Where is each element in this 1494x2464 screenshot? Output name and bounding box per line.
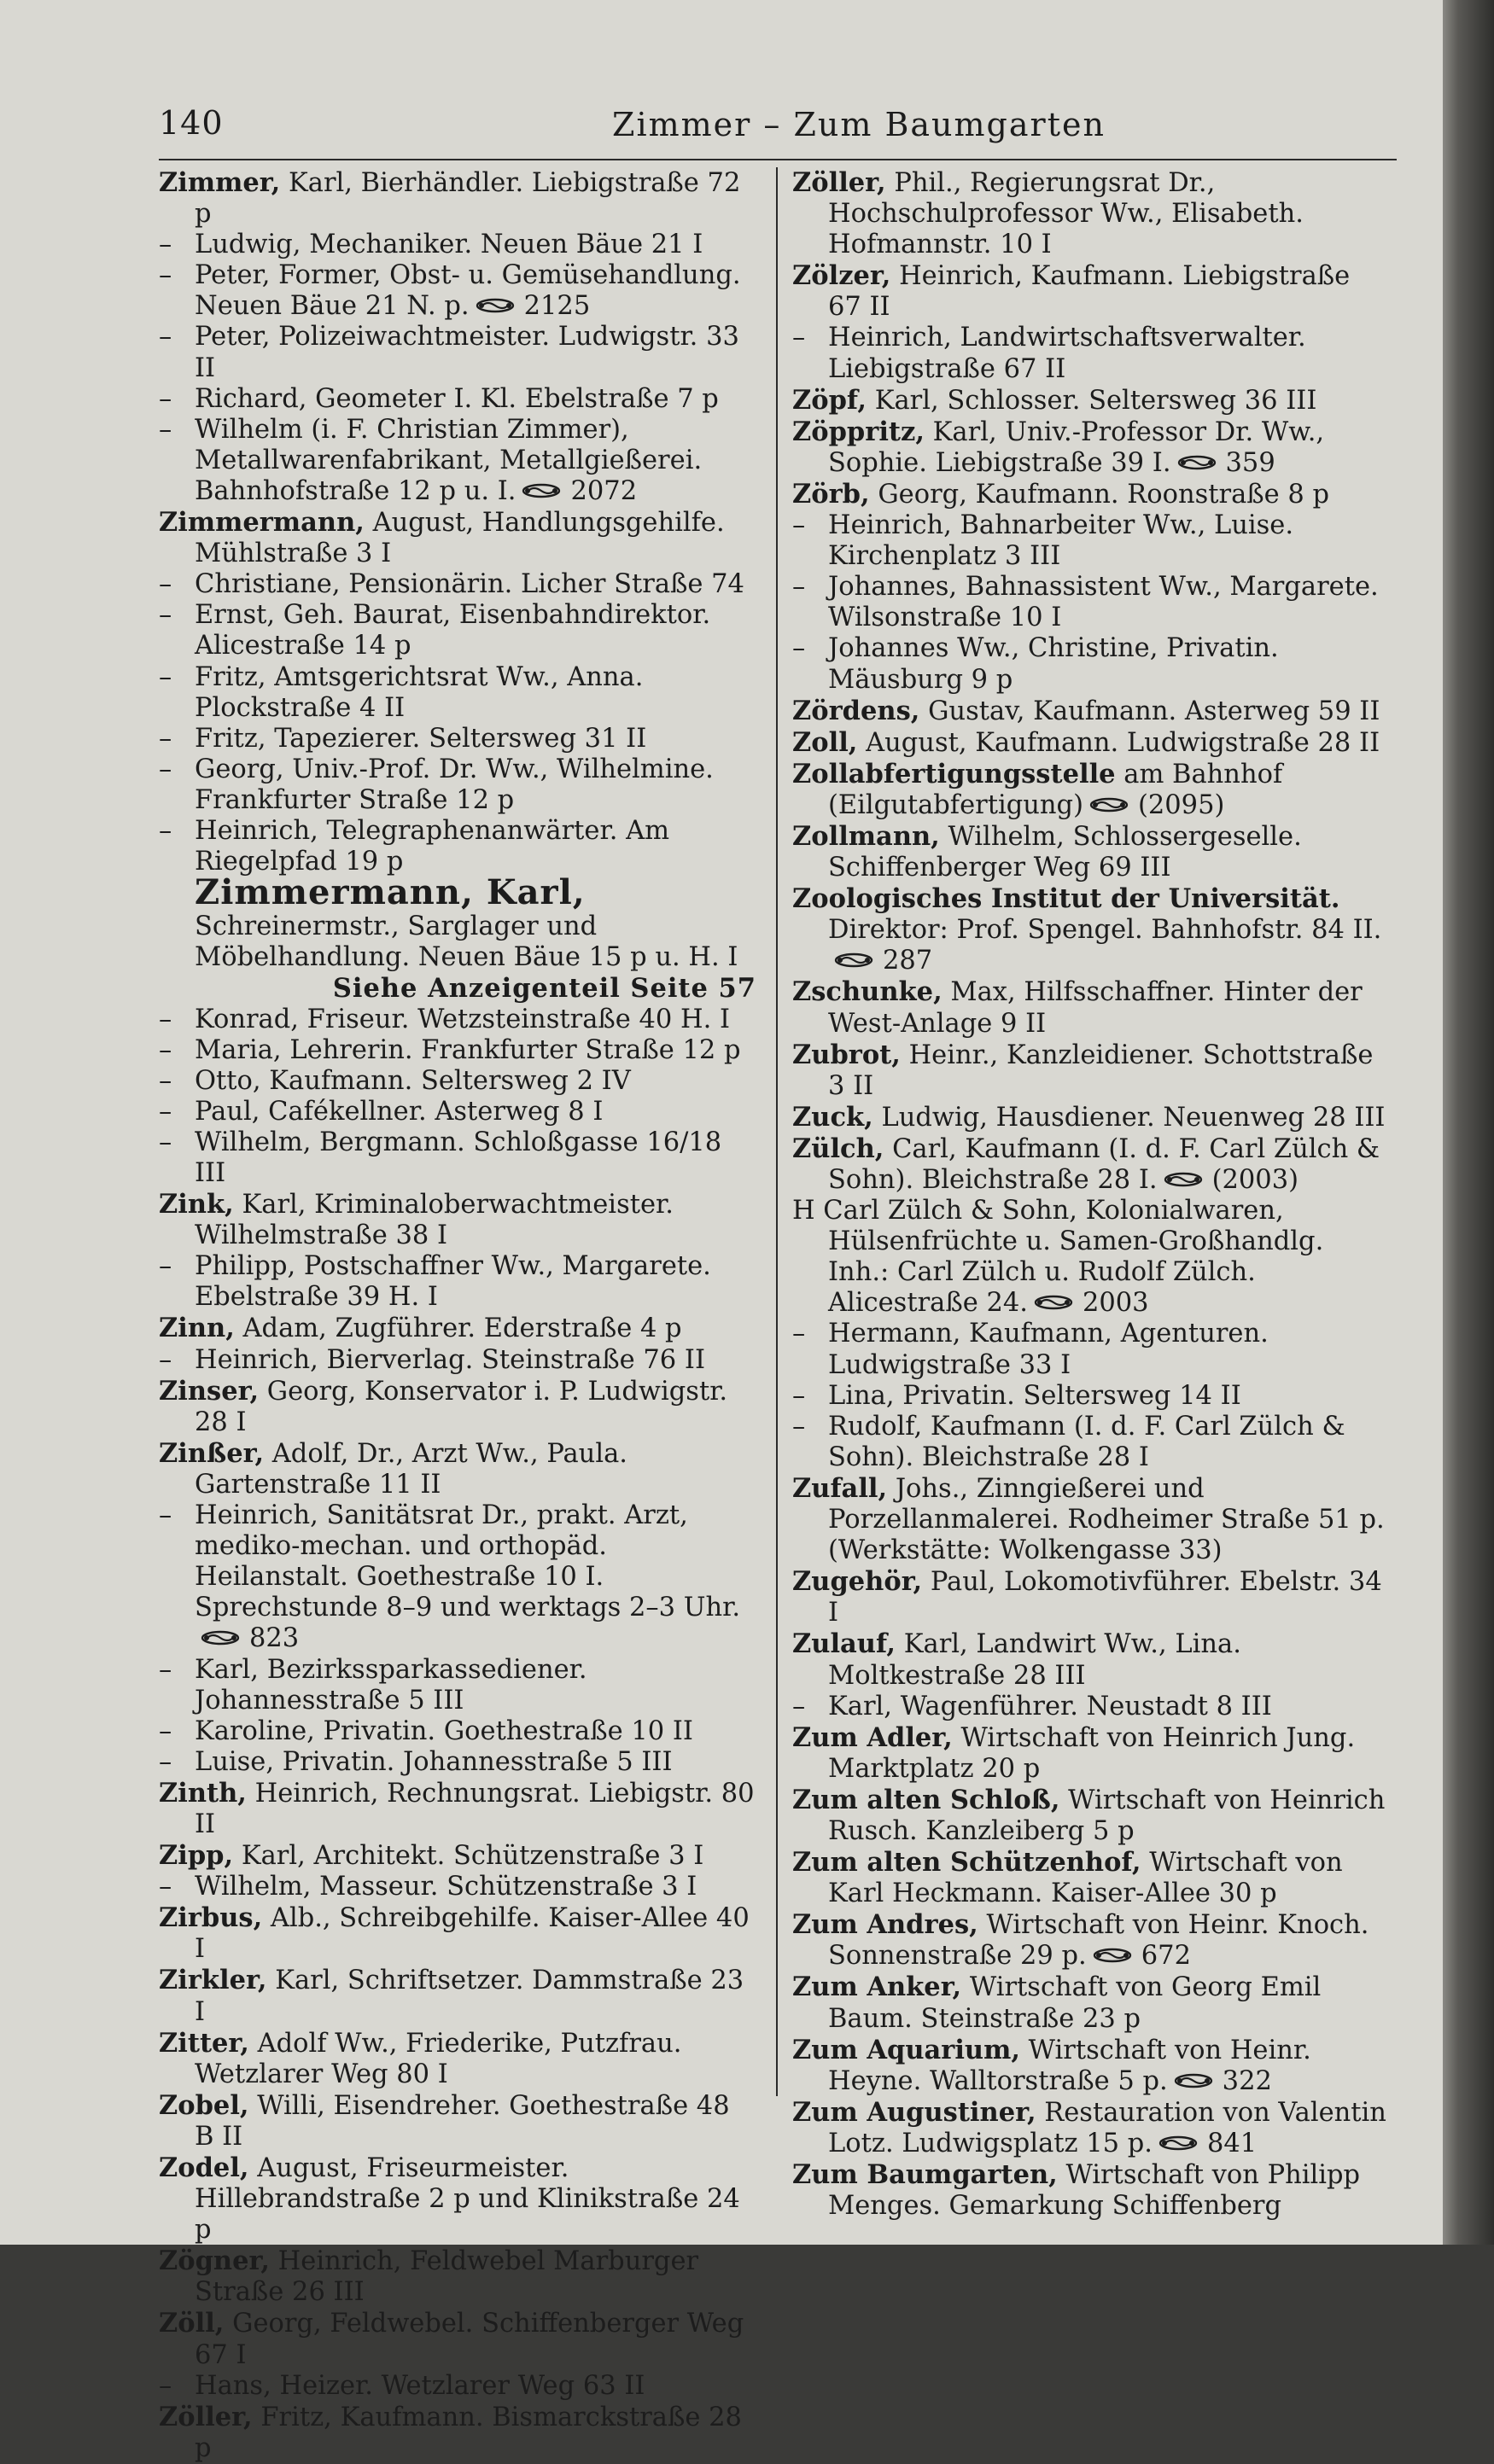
telephone-icon <box>1033 1294 1074 1311</box>
entry-text: Heinrich, Landwirtschaftsverwalter. Liebigstraße 67 II <box>828 323 1306 384</box>
directory-entry <box>792 976 1390 1039</box>
entry-text: Christiane, Pensionärin. Licher Straße 74 <box>195 569 744 600</box>
entry-text: Hans, Heizer. Wetzlarer Weg 63 II <box>195 2370 645 2401</box>
directory-entry <box>792 1102 1390 1133</box>
entry-name: Zum Andres, <box>792 1909 978 1941</box>
entry-name: Zugehör, <box>792 1566 923 1598</box>
entry-dash: – <box>159 815 172 846</box>
directory-entry <box>159 2152 756 2246</box>
entry-dash: – <box>159 383 172 414</box>
entry-text: Wirtschaft von Heinr. Knoch. Sonnenstraße 29 p. <box>828 1910 1369 1972</box>
entry-name: Zinßer, <box>159 1437 265 1469</box>
entry-name: Zimmer, <box>159 167 281 198</box>
entry-name: Zum Anker, <box>792 1972 962 2003</box>
directory-entry <box>159 2090 756 2152</box>
directory-entry <box>792 2097 1390 2159</box>
entry-text: Georg, Univ.-Prof. Dr. Ww., Wilhelmine. Frankfurter Straße 12 p <box>195 754 714 815</box>
entry-text: Georg, Konservator i. P. Ludwigstr. 28 I <box>195 1376 728 1437</box>
entry-text: Lina, Privatin. Seltersweg 14 II <box>828 1380 1241 1411</box>
telephone-icon <box>521 482 562 499</box>
entry-dash: – <box>792 1319 806 1349</box>
entry-name: Zirkler, <box>159 1965 267 1996</box>
directory-entry <box>792 759 1390 821</box>
telephone-icon <box>1088 796 1129 813</box>
column-divider <box>776 167 778 2096</box>
entry-dash: – <box>792 1411 806 1442</box>
entry-name: Zinn, <box>159 1313 235 1344</box>
entry-text: Maria, Lehrerin. Frankfurter Straße 12 p <box>195 1034 741 1065</box>
entry-text: Phil., Regierungsrat Dr., Hochschulprofessor Ww., Elisabeth. Hofmannstr. 10 I <box>828 168 1304 260</box>
entry-name: Zschunke, <box>792 976 943 1008</box>
entry-text: Karl, Bezirkssparkassediener. Johannesstraße 5 III <box>195 1654 587 1715</box>
phone-number: (2003) <box>1211 1165 1298 1195</box>
directory-entry <box>159 1965 756 2027</box>
entry-text: Karl, Schriftsetzer. Dammstraße 23 I <box>195 1966 744 2027</box>
phone-number: 2072 <box>570 475 638 506</box>
phone-number: (2095) <box>1137 789 1225 820</box>
entry-text: Fritz, Tapezierer. Seltersweg 31 II <box>195 723 647 754</box>
directory-entry <box>159 2371 756 2402</box>
directory-entry <box>159 1251 756 1313</box>
directory-entry <box>159 1438 756 1500</box>
entry-text: Gustav, Kaufmann. Asterweg 59 II <box>919 696 1380 726</box>
entry-dash: – <box>159 1746 172 1777</box>
entry-text: Karoline, Privatin. Goethestraße 10 II <box>195 1715 693 1746</box>
entry-text: Heinrich, Kaufmann. Liebigstraße 67 II <box>828 261 1351 323</box>
directory-entry <box>159 1066 756 1097</box>
entry-dash: – <box>792 510 806 541</box>
directory-entry <box>159 2308 756 2370</box>
directory-entry <box>159 260 756 322</box>
directory-entry <box>159 754 756 816</box>
directory-entry <box>159 1747 756 1778</box>
directory-entry <box>792 416 1390 479</box>
entry-name: Zollabfertigungsstelle <box>792 758 1116 789</box>
entry-text: Karl, Architekt. Schützenstraße 3 I <box>233 1841 704 1872</box>
directory-entry <box>792 167 1390 260</box>
entry-name: Zöller, <box>792 167 886 198</box>
phone-number: 2003 <box>1082 1288 1149 1319</box>
entry-text: Alb., Schreibgehilfe. Kaiser-Allee 40 I <box>195 1903 750 1965</box>
entry-text: Richard, Geometer I. Kl. Ebelstraße 7 p <box>195 383 719 414</box>
directory-entry <box>792 1473 1390 1566</box>
telephone-icon <box>1163 1171 1204 1188</box>
directory-entry <box>792 1196 1390 1319</box>
phone-number: 841 <box>1207 2128 1258 2158</box>
directory-entry <box>792 1692 1390 1722</box>
entry-text: Wilhelm, Schlossergeselle. Schiffenberger Weg 69 III <box>828 821 1302 883</box>
entry-text: Direktor: Prof. Spengel. Bahnhofstr. 84 II. <box>828 915 1382 946</box>
entry-text: Karl, Wagenführer. Neustadt 8 III <box>828 1691 1272 1721</box>
directory-entry <box>159 2246 756 2308</box>
entry-text: August, Kaufmann. Ludwigstraße 28 II <box>857 727 1380 758</box>
directory-entry <box>159 816 756 877</box>
entry-text: Wirtschaft von Philipp Menges. Gemarkung Schiffenberg <box>828 2160 1361 2222</box>
directory-entry <box>792 1722 1390 1785</box>
entry-dash: – <box>792 1380 806 1411</box>
entry-dash: – <box>159 661 172 692</box>
entry-text: Karl, Schlosser. Seltersweg 36 III <box>867 385 1317 416</box>
entry-dash: – <box>159 1872 172 1902</box>
entry-name: Zum Augustiner, <box>792 2096 1036 2128</box>
entry-name: Zöppritz, <box>792 416 925 447</box>
directory-entry <box>159 662 756 724</box>
entry-text: Heinrich, Sanitätsrat Dr., prakt. Arzt, mediko-mechan. und orthopäd. Heilanstalt. Goethestraße 10 I. Sprechstunde 8–9 und werktags 2–3 Uhr. <box>195 1500 741 1623</box>
entry-name: Zum Baumgarten, <box>792 2159 1058 2190</box>
entry-dash: – <box>792 323 806 353</box>
directory-entry <box>159 1005 756 1035</box>
directory-entry <box>159 1655 756 1716</box>
right-column <box>792 167 1390 2222</box>
telephone-icon <box>1158 2135 1199 2152</box>
entry-text: Johannes Ww., Christine, Privatin. Mäusburg 9 p <box>828 633 1279 695</box>
directory-entry <box>159 600 756 661</box>
entry-text: Restauration von Valentin Lotz. Ludwigsplatz 15 p. <box>828 2097 1386 2158</box>
ad-name: Zimmermann, Karl, <box>195 872 586 913</box>
entry-text: Peter, Polizeiwachtmeister. Ludwigstr. 33 II <box>195 322 739 383</box>
entry-text: Karl, Bierhändler. Liebigstraße 72 p <box>195 168 741 230</box>
entry-name: Zuck, <box>792 1101 873 1133</box>
entry-text: Heinrich, Rechnungsrat. Liebigstr. 80 II <box>195 1778 755 1839</box>
entry-dash: – <box>159 754 172 784</box>
entry-name: Zulauf, <box>792 1628 896 1660</box>
left-entries-bottom <box>159 1005 756 2464</box>
directory-entry <box>792 1628 1390 1691</box>
entry-text: Heinrich, Feldwebel Marburger Straße 26 III <box>195 2246 699 2308</box>
entry-dash: – <box>159 230 172 260</box>
entry-name: Zoll, <box>792 726 858 758</box>
entry-text: Willi, Eisendreher. Goethestraße 48 B II <box>195 2090 730 2152</box>
entry-name: Zirbus, <box>159 1902 263 1934</box>
directory-entry <box>159 1376 756 1438</box>
entry-text: Luise, Privatin. Johannesstraße 5 III <box>195 1746 673 1777</box>
directory-entry <box>159 569 756 600</box>
entry-name: Zöller, <box>159 2401 253 2432</box>
entry-text: Ludwig, Mechaniker. Neuen Bäue 21 I <box>195 230 703 260</box>
entry-name: Zubrot, <box>792 1039 901 1070</box>
entry-text: August, Friseurmeister. Hillebrandstraße 2 p und Klinikstraße 24 p <box>195 2153 740 2246</box>
entry-text: Hermann, Kaufmann, Agenturen. Ludwigstraße 33 I <box>828 1319 1269 1380</box>
directory-entry <box>159 1189 756 1251</box>
directory-entry <box>792 1566 1390 1628</box>
entry-text: Karl, Landwirt Ww., Lina. Moltkestraße 28 III <box>828 1629 1241 1691</box>
left-entries-top <box>159 167 756 877</box>
entry-dash: – <box>792 572 806 603</box>
entry-dash: – <box>159 1096 172 1127</box>
directory-entry <box>159 1500 756 1654</box>
entry-dash: – <box>159 1500 172 1531</box>
directory-entry <box>792 479 1390 510</box>
entry-name: Zitter, <box>159 2027 249 2059</box>
entry-text: Philipp, Postschaffner Ww., Margarete. Ebelstraße 39 H. I <box>195 1251 711 1313</box>
entry-text: Wilhelm, Bergmann. Schloßgasse 16/18 III <box>195 1127 722 1188</box>
telephone-icon <box>833 952 874 969</box>
entry-name: Zülch, <box>792 1133 884 1164</box>
entry-text: Heinrich, Bahnarbeiter Ww., Luise. Kirchenplatz 3 III <box>828 510 1294 572</box>
entry-name: Zum alten Schloß, <box>792 1784 1060 1815</box>
entry-dash: – <box>159 322 172 352</box>
phone-number: 672 <box>1141 1941 1191 1972</box>
entry-dash: – <box>159 1715 172 1746</box>
entry-text: am Bahnhof (Eilgutabfertigung) <box>828 759 1283 820</box>
entry-text: Rudolf, Kaufmann (I. d. F. Carl Zülch & Sohn). Bleichstraße 28 I <box>828 1411 1345 1472</box>
entry-name: Zöll, <box>159 2308 225 2339</box>
directory-entry <box>792 572 1390 633</box>
entry-text: Adolf Ww., Friederike, Putzfrau. Wetzlarer Weg 80 I <box>195 2028 682 2089</box>
phone-number: 2125 <box>523 291 591 322</box>
directory-entry <box>792 633 1390 695</box>
entry-text: Heinrich, Telegraphenanwärter. Am Riegelpfad 19 p <box>195 815 670 877</box>
entry-text: Georg, Feldwebel. Schiffenberger Weg 67 I <box>195 2309 744 2370</box>
directory-entry <box>792 1972 1390 2034</box>
header-rule <box>159 159 1397 160</box>
phone-number: 287 <box>883 946 933 976</box>
entry-dash: – <box>792 1691 806 1721</box>
directory-entry <box>159 230 756 260</box>
entry-dash: – <box>159 1065 172 1096</box>
entry-name: Zögner, <box>159 2246 270 2277</box>
entry-dash: – <box>159 723 172 754</box>
entry-text: H Carl Zülch & Sohn, Kolonialwaren, Hülsenfrüchte u. Samen-Großhandlg. Inh.: Carl Zülch u. Rudolf Zülch. Alicestraße 24. <box>792 1196 1324 1319</box>
directory-entry <box>159 1716 756 1747</box>
directory-entry <box>159 1097 756 1127</box>
entry-text: Wirtschaft von Heinr. Heyne. Walltorstraße 5 p. <box>828 2035 1311 2096</box>
entry-dash: – <box>159 1251 172 1282</box>
entry-name: Zöpf, <box>792 384 867 416</box>
directory-entry <box>792 1785 1390 1847</box>
entry-text: Peter, Former, Obst- u. Gemüsehandlung. Neuen Bäue 21 N. p. <box>195 260 741 322</box>
entry-text: Carl, Kaufmann (I. d. F. Carl Zülch & Sohn). Bleichstraße 28 I. <box>828 1133 1380 1195</box>
entry-name: Zoologisches Institut der Universität. <box>792 883 1340 915</box>
phone-number: 823 <box>249 1623 300 1654</box>
entry-name: Zörb, <box>792 478 870 510</box>
entry-text: Johannes, Bahnassistent Ww., Margarete. Wilsonstraße 10 I <box>828 572 1379 633</box>
entry-text: Paul, Cafékellner. Asterweg 8 I <box>195 1096 604 1127</box>
page-header <box>159 101 1405 160</box>
phone-number: 322 <box>1222 2065 1272 2096</box>
right-entries <box>792 167 1390 2222</box>
entry-text: Paul, Lokomotivführer. Ebelstr. 34 I <box>828 1567 1382 1628</box>
entry-text: Wirtschaft von Heinrich Rusch. Kanzleiberg 5 p <box>828 1785 1386 1846</box>
entry-dash: – <box>159 1004 172 1034</box>
directory-entry <box>159 1778 756 1840</box>
directory-entry <box>159 1840 756 1872</box>
entry-name: Zördens, <box>792 695 920 726</box>
entry-text: Wilhelm, Masseur. Schützenstraße 3 I <box>195 1872 697 1902</box>
directory-entry <box>159 1345 756 1376</box>
entry-dash: – <box>159 1654 172 1685</box>
running-head: Zimmer – Zum Baumgarten <box>612 106 1106 143</box>
entry-name: Zölzer, <box>792 260 891 292</box>
entry-text: Karl, Univ.-Professor Dr. Ww., Sophie. Liebigstraße 39 I. <box>828 416 1325 478</box>
telephone-icon <box>1176 454 1217 471</box>
entry-text: Otto, Kaufmann. Seltersweg 2 IV <box>195 1065 631 1096</box>
entry-dash: – <box>159 414 172 445</box>
entry-text: Wirtschaft von Karl Heckmann. Kaiser-Allee 30 p <box>828 1848 1343 1909</box>
phone-number: 359 <box>1225 447 1275 478</box>
entry-dash: – <box>159 2370 172 2401</box>
telephone-icon <box>200 1629 241 1646</box>
telephone-icon <box>1092 1947 1133 1964</box>
directory-entry <box>792 385 1390 416</box>
directory-entry <box>792 2035 1390 2097</box>
entry-text: Wilhelm (i. F. Christian Zimmer), Metallwarenfabrikant, Metallgießerei. Bahnhofstraße 12 p u. I. <box>195 414 703 506</box>
entry-text: Heinrich, Bierverlag. Steinstraße 76 II <box>195 1344 705 1375</box>
directory-entry <box>792 821 1390 883</box>
entry-text: Heinr., Kanzleidiener. Schottstraße 3 II <box>828 1040 1374 1101</box>
telephone-icon <box>1173 2072 1214 2089</box>
directory-entry <box>792 727 1390 759</box>
ad-reference: Siehe Anzeigenteil Seite 57 <box>332 973 756 1005</box>
directory-entry <box>159 167 756 230</box>
entry-text: Wirtschaft von Georg Emil Baum. Steinstraße 23 p <box>828 1972 1322 2034</box>
advertisement-entry <box>159 872 756 1005</box>
directory-entry <box>792 1381 1390 1412</box>
entry-dash: – <box>159 600 172 631</box>
entry-text: Ludwig, Hausdiener. Neuenweg 28 III <box>872 1102 1386 1133</box>
entry-name: Zufall, <box>792 1472 888 1504</box>
ad-text: Schreinermstr., Sarglager und Möbelhandlung. Neuen Bäue 15 p u. H. I <box>195 912 738 973</box>
entry-name: Zobel, <box>159 2089 249 2121</box>
entry-text: Adam, Zugführer. Ederstraße 4 p <box>234 1314 682 1344</box>
entry-dash: – <box>159 1127 172 1157</box>
directory-entry <box>159 2028 756 2090</box>
directory-entry <box>159 2402 756 2464</box>
entry-text: Ernst, Geh. Baurat, Eisenbahndirektor. Alicestraße 14 p <box>195 600 711 661</box>
directory-entry <box>159 724 756 754</box>
entry-name: Zipp, <box>159 1840 234 1872</box>
page-number: 140 <box>159 104 224 142</box>
directory-entry <box>792 883 1390 976</box>
directory-entry <box>159 1313 756 1344</box>
entry-dash: – <box>159 260 172 291</box>
directory-entry <box>792 1133 1390 1196</box>
directory-entry <box>159 384 756 415</box>
entry-text: Konrad, Friseur. Wetzsteinstraße 40 H. I <box>195 1004 731 1034</box>
left-column <box>159 167 756 2464</box>
directory-entry <box>792 510 1390 572</box>
entry-text: Johs., Zinngießerei und Porzellanmalerei. Rodheimer Straße 51 p. (Werkstätte: Wolkengasse 33) <box>828 1473 1385 1566</box>
entry-text: Fritz, Kaufmann. Bismarckstraße 28 p <box>195 2402 742 2463</box>
directory-entry <box>792 2159 1390 2222</box>
page-edge-shadow <box>1443 0 1494 2245</box>
directory-entry <box>159 1035 756 1066</box>
directory-entry <box>159 415 756 507</box>
entry-text: Wirtschaft von Heinrich Jung. Marktplatz 20 p <box>828 1722 1356 1784</box>
directory-entry <box>159 1127 756 1189</box>
entry-name: Zinser, <box>159 1375 260 1407</box>
directory-entry <box>159 322 756 383</box>
entry-text: August, Handlungsgehilfe. Mühlstraße 3 I <box>195 508 725 569</box>
directory-entry <box>159 1872 756 1902</box>
entry-text: Georg, Kaufmann. Roonstraße 8 p <box>869 479 1330 510</box>
entry-dash: – <box>159 1034 172 1065</box>
entry-dash: – <box>159 1344 172 1375</box>
directory-entry <box>792 1040 1390 1102</box>
directory-entry <box>792 260 1390 323</box>
entry-name: Zum alten Schützenhof, <box>792 1847 1141 1879</box>
directory-entry <box>792 1319 1390 1380</box>
entry-text: Fritz, Amtsgerichtsrat Ww., Anna. Plockstraße 4 II <box>195 661 644 723</box>
directory-entry <box>792 696 1390 727</box>
entry-name: Zink, <box>159 1189 234 1220</box>
entry-dash: – <box>792 633 806 664</box>
entry-text: Adolf, Dr., Arzt Ww., Paula. Gartenstraße 11 II <box>195 1438 627 1500</box>
directory-entry <box>159 1902 756 1965</box>
entry-name: Zimmermann, <box>159 507 365 539</box>
directory-entry <box>792 1847 1390 1909</box>
entry-text: Karl, Kriminaloberwachtmeister. Wilhelmstraße 38 I <box>195 1190 674 1251</box>
entry-dash: – <box>159 569 172 600</box>
telephone-icon <box>475 297 516 314</box>
entry-name: Zum Aquarium, <box>792 2034 1020 2065</box>
directory-entry <box>792 323 1390 384</box>
entry-name: Zinth, <box>159 1777 247 1809</box>
entry-text: Max, Hilfsschaffner. Hinter der West-Anlage 9 II <box>828 977 1363 1039</box>
entry-name: Zum Adler, <box>792 1721 953 1753</box>
entry-name: Zodel, <box>159 2152 249 2183</box>
directory-entry <box>792 1412 1390 1473</box>
directory-entry <box>792 1909 1390 1972</box>
entry-name: Zollmann, <box>792 820 940 852</box>
directory-entry <box>159 507 756 569</box>
